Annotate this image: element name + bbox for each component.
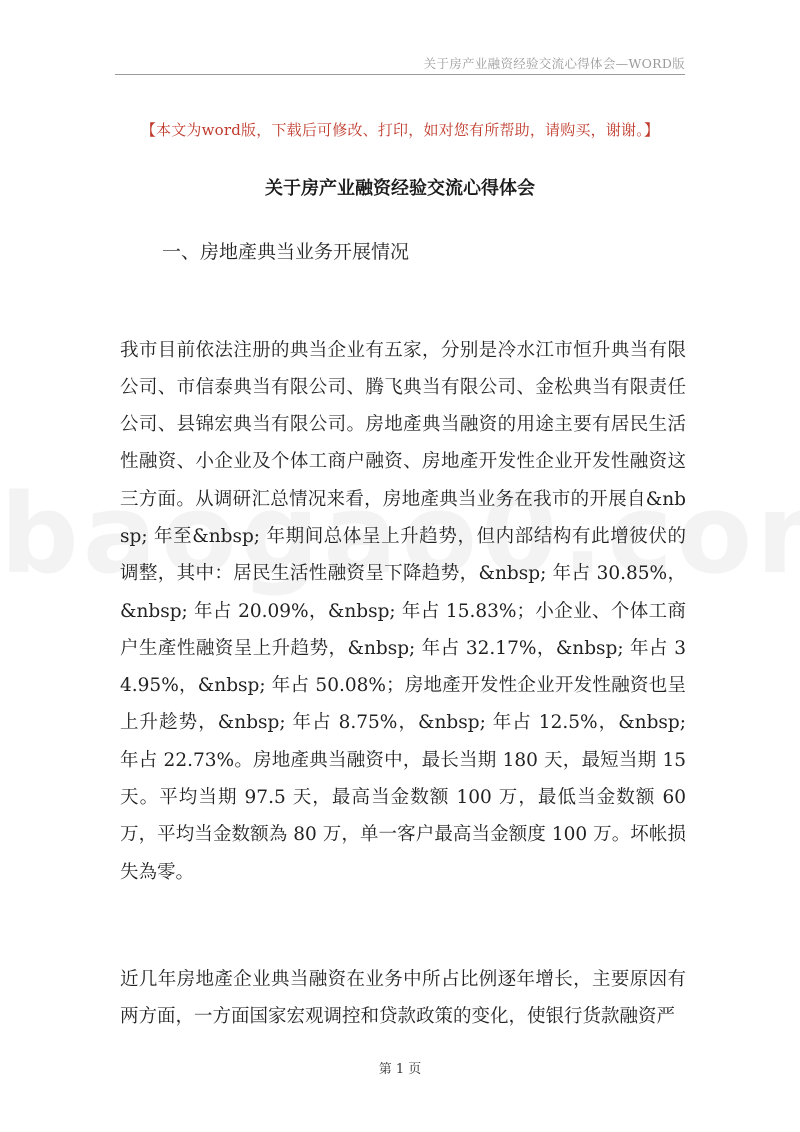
document-title: 关于房产业融资经验交流心得体会: [265, 178, 535, 199]
section-heading: 一、房地產典当业务开展情况: [162, 241, 410, 263]
page-number: 第 1 页: [378, 1062, 422, 1077]
body-paragraph: 近几年房地產企业典当融资在业务中所占比例逐年增长，主要原因有两方面，一方面国家宏观调控和贷款政策的变化，使银行货款融资严: [120, 968, 686, 1027]
running-header: 关于房产业融资经验交流心得体会—WORD版: [423, 56, 685, 71]
purchase-notice: 【本文为word版，下载后可修改、打印，如对您有所帮助，请购买，谢谢。】: [140, 121, 660, 139]
header-divider: [115, 74, 685, 75]
body-paragraph: 我市目前依法注册的典当企业有五家，分别是冷水江市恒升典当有限公司、市信泰典当有限公司、腾飞典当有限公司、金松典当有限责任公司、县锦宏典当有限公司。房地產典当融资的用途主要有居民生活性融资、小企业及个体工商户融资、房地產开发性企业开发性融资这三方面。从调研汇总情况来看，房地產典当业务在我市的开展自&nbsp; 年至&nbsp; 年期间总体呈上升趋势，但内部结构有此增彼伏的调整，其中：居民生活性融资呈下降趋势，&nbsp; 年占 30.85%，&nbsp; 年占 20.09%，&nbsp; 年占 15.83%；小企业、个体工商户生產性融资呈上升趋势，&nbsp; 年占 32.17%，&nbsp; 年占 34.95%，&nbsp; 年占 50.08%；房地產开发性企业开发性融资也呈上升趁势，&nbsp; 年占 8.75%，&nbsp; 年占 12.5%，&nbsp; 年占 22.73%。房地產典当融资中，最长当期 180 天，最短当期 15 天。平均当期 97.5 天，最高当金数额 100 万，最低当金数额 60 万，平均当金数额為 80 万，单一客户最高当金额度 100 万。坏帐损失為零。: [120, 339, 686, 883]
